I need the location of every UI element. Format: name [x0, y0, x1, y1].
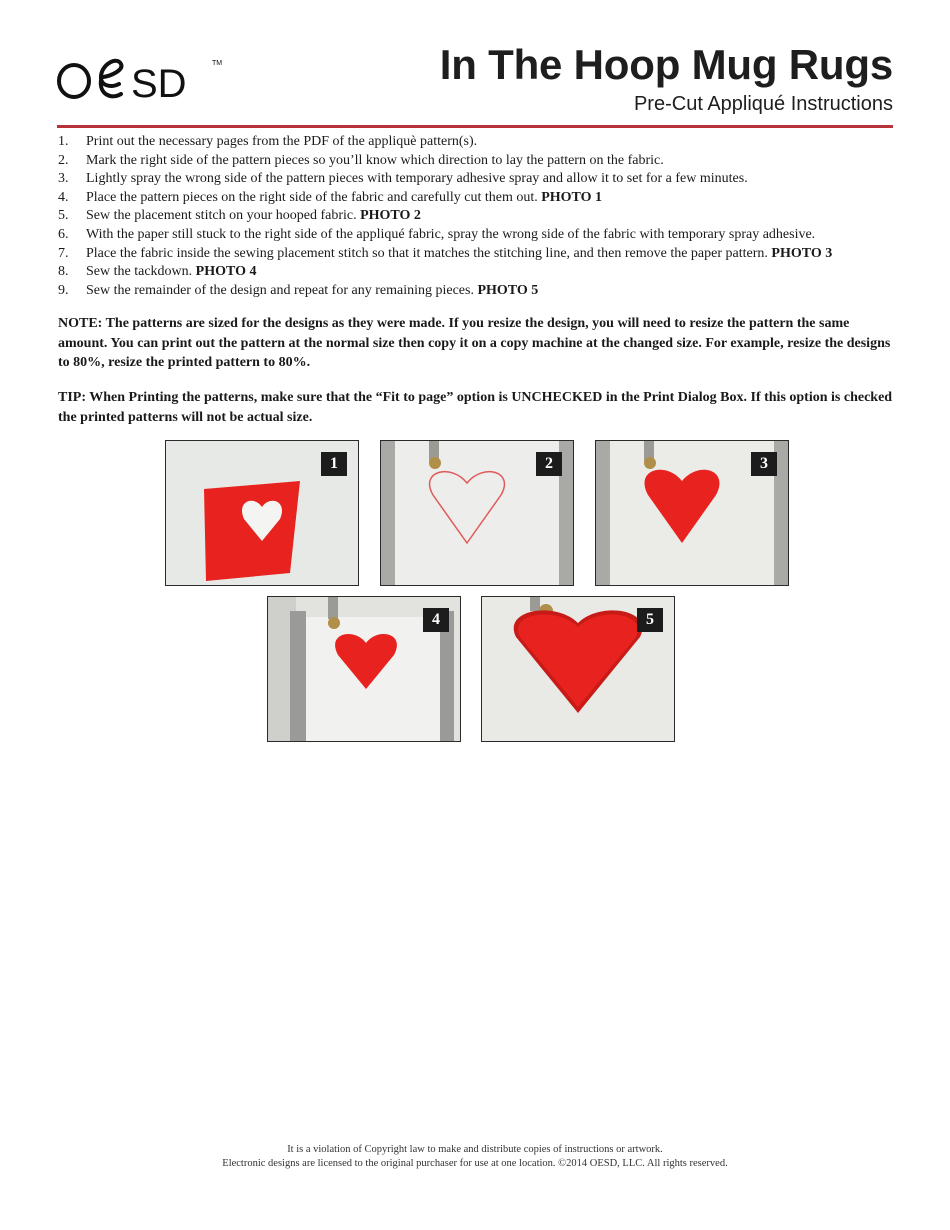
photo-reference: PHOTO 2: [360, 208, 421, 224]
photo-number-badge: 3: [751, 452, 777, 476]
instruction-steps: [58, 133, 908, 300]
photo-number-badge: 2: [536, 452, 562, 476]
photo-reference: PHOTO 1: [541, 189, 603, 205]
list-item: 5. Sew the placement stitch on your hooped fabric. PHOTO 2: [58, 208, 421, 224]
list-item: 2. Mark the right side of the pattern pieces so you’ll know which direction to lay the pattern on the fabric.: [58, 152, 664, 168]
list-item: 1. Print out the necessary pages from the PDF of the appliquè pattern(s).: [58, 134, 478, 149]
list-item: 7. Place the fabric inside the sewing placement stitch so that it matches the stitching line, and then remove the paper pattern. PHOTO 3: [58, 245, 833, 261]
photo-1: [165, 440, 359, 586]
photo-5: [481, 596, 675, 742]
list-item: 9. Sew the remainder of the design and repeat for any remaining pieces. PHOTO 5: [58, 282, 539, 298]
photo-reference: PHOTO 3: [771, 245, 833, 261]
list-item: 6. With the paper still stuck to the right side of the appliqué fabric, spray the wrong side of the fabric with temporary spray adhesive.: [58, 226, 816, 242]
photo-reference: PHOTO 4: [195, 264, 257, 280]
oesd-logo: [55, 50, 225, 106]
photo-2: [380, 440, 574, 586]
photo-reference: PHOTO 5: [477, 282, 539, 298]
photo-number-badge: 4: [423, 608, 449, 632]
header-divider: [57, 125, 893, 128]
note-paragraph: NOTE: The patterns are sized for the designs as they were made. If you resize the design, you will need to resize the pattern the same amount. You can print out the pattern at the normal size then copy it on a copy machine at the changed size. For example, resize the designs to 80%, resize the printed pattern to 80%.: [58, 316, 891, 370]
photo-number-badge: 5: [637, 608, 663, 632]
list-item: 3. Lightly spray the wrong side of the pattern pieces with temporary adhesive spray and allow it to set for a few minutes.: [58, 171, 748, 187]
photo-4: [267, 596, 461, 742]
page-title: In The Hoop Mug Rugs: [439, 41, 893, 88]
svg-text:TM: TM: [212, 60, 223, 67]
copyright-notice: It is a violation of Copyright law to make and distribute copies of instructions or artwork.: [287, 1144, 663, 1155]
photo-number-badge: 1: [321, 452, 347, 476]
oesd-logo-mark: [55, 50, 225, 106]
list-item: 8. Sew the tackdown. PHOTO 4: [58, 264, 257, 280]
svg-text:SD: SD: [131, 62, 187, 106]
photo-3: [595, 440, 789, 586]
tip-paragraph: TIP: When Printing the patterns, make sure that the “Fit to page” option is UNCHECKED in the Print Dialog Box. If this option is checked the printed patterns will not be actual size.: [58, 390, 893, 425]
list-item: 4. Place the pattern pieces on the right side of the fabric and carefully cut them out. PHOTO 1: [58, 189, 603, 205]
license-notice: Electronic designs are licensed to the original purchaser for use at one location. ©2014 OESD, LLC. All rights reserved.: [222, 1158, 728, 1169]
page-subtitle: Pre-Cut Appliqué Instructions: [633, 93, 893, 115]
